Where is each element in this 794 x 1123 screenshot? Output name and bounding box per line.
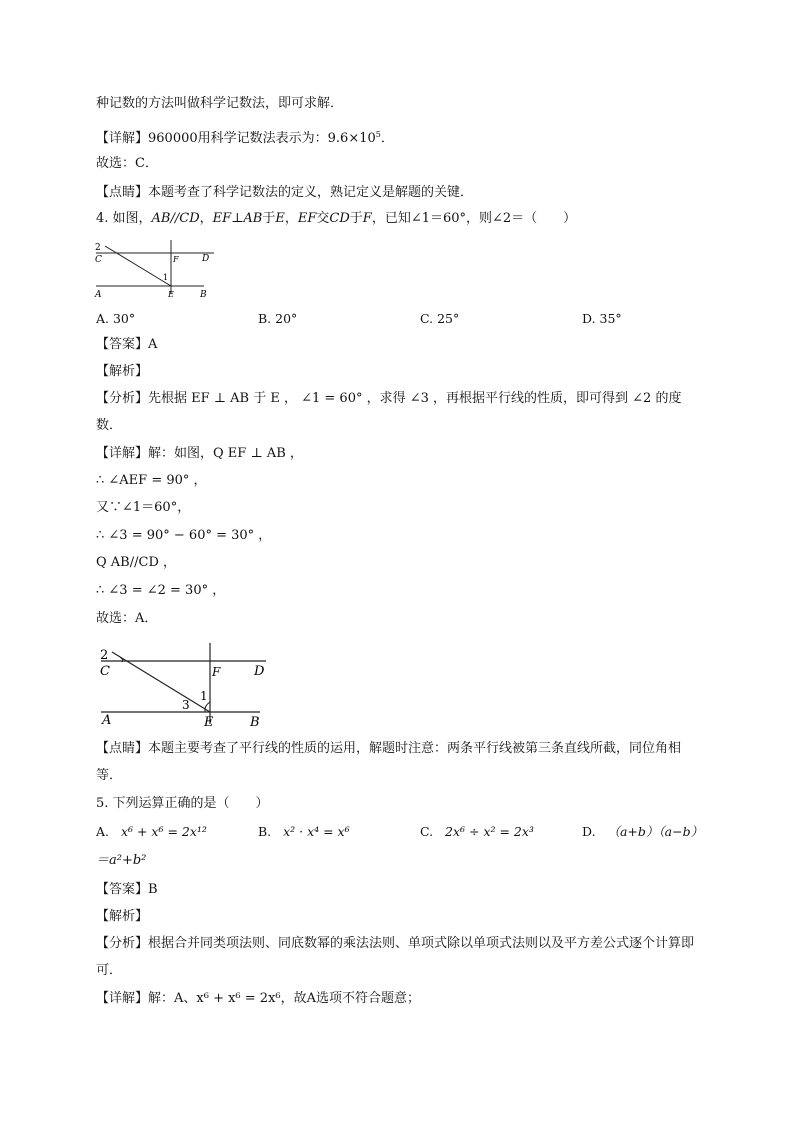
word: ，已知∠1＝60°，则∠2＝（ ） xyxy=(371,211,577,226)
dianjing-text: 本题考查了科学记数法的定义，熟记定义是解题的关键． xyxy=(148,185,474,200)
fig-label: 2 xyxy=(95,243,101,253)
detail-line: Q AB//CD ， xyxy=(96,555,176,570)
word: 交 xyxy=(316,211,330,226)
detail-tag: 【详解】 xyxy=(96,991,149,1006)
option-label: D. xyxy=(582,824,596,839)
fig-label: E xyxy=(168,290,174,299)
dianjing-line xyxy=(96,184,473,202)
math: AB//CD xyxy=(151,211,200,226)
fenxi-tag: 【分析】 xyxy=(96,391,149,406)
option-c: C. 25° xyxy=(420,311,460,326)
dianjing-paragraph xyxy=(96,735,706,789)
option-c xyxy=(420,823,534,841)
punct: ， xyxy=(199,211,213,226)
detail-tag: 【详解】 xyxy=(96,131,149,146)
detail-text: 解：如图，Q EF ⊥ AB ， xyxy=(148,446,303,461)
detail-line: 故选：A． xyxy=(96,611,158,626)
answer-value: B xyxy=(148,882,158,897)
fig-label: 1 xyxy=(163,273,169,282)
fig-label: D xyxy=(202,254,210,264)
option-expr: （a+b）（a−b） xyxy=(607,824,704,839)
dianjing-tag: 【点睛】 xyxy=(96,185,149,200)
q4-stem xyxy=(96,210,576,228)
math: EF xyxy=(297,211,317,226)
detail-text: 960000用科学记数法表示为： xyxy=(148,131,328,146)
option-expr: 2x⁶ ÷ x² = 2x³ xyxy=(445,824,534,839)
period: ． xyxy=(380,131,394,146)
detail-line xyxy=(96,990,420,1008)
q4-small-figure xyxy=(92,236,222,304)
option-d xyxy=(582,823,703,841)
q5-stem: 5. 下列运算正确的是（ ） xyxy=(96,796,269,811)
fenxi-paragraph xyxy=(96,385,706,439)
fig-label: 2 xyxy=(100,648,109,663)
analysis-tag: 【解析】 xyxy=(96,909,149,924)
detail-line: 又∵∠1＝60°， xyxy=(96,500,191,515)
analysis-tag: 【解析】 xyxy=(96,364,149,379)
fenxi-text: 先根据 EF ⊥ AB 于 E ， ∠1 = 60° ，求得 ∠3 ，再根据平行线的性质，即可得到 ∠2 的度数． xyxy=(96,391,682,433)
option-label: C. xyxy=(420,824,434,839)
fig-label: F xyxy=(212,665,221,679)
detail-line xyxy=(96,126,394,148)
punct: ， xyxy=(284,211,298,226)
fig-label: E xyxy=(204,715,214,730)
word: 于 xyxy=(349,211,363,226)
sci-number: 9.6×10 xyxy=(327,131,376,146)
math: CD xyxy=(329,211,350,226)
choice-line: 故选：C． xyxy=(96,156,158,171)
answer-line xyxy=(96,881,158,899)
option-label: B. xyxy=(258,824,272,839)
option-d: D. 35° xyxy=(582,311,622,326)
fenxi-paragraph xyxy=(96,930,706,984)
q4-large-figure xyxy=(94,640,284,732)
fig-label: A xyxy=(102,713,112,728)
fig-label: 3 xyxy=(182,698,190,712)
fig-label: C xyxy=(95,255,102,265)
word: 于 xyxy=(262,211,276,226)
detail-line: ∴ ∠3 = ∠2 = 30° ， xyxy=(96,583,226,598)
detail-line xyxy=(96,445,303,463)
detail-line: ∴ ∠3 = 90° − 60° = 30° ， xyxy=(96,528,272,543)
math: E xyxy=(275,211,285,226)
math: F xyxy=(362,211,372,226)
answer-tag: 【答案】 xyxy=(96,337,149,352)
option-label: A. xyxy=(96,824,110,839)
fig-label: C xyxy=(100,664,110,679)
fig-label: F xyxy=(173,255,179,264)
fenxi-text: 根据合并同类项法则、同底数幂的乘法法则、单项式除以单项式法则以及平方差公式逐个计算即可． xyxy=(96,936,695,978)
dianjing-tag: 【点睛】 xyxy=(96,741,149,756)
option-d-continued xyxy=(96,852,146,870)
detail-text: 解：A、x⁶ + x⁶ = 2x⁶，故A选项不符合题意； xyxy=(148,991,421,1006)
answer-tag: 【答案】 xyxy=(96,882,149,897)
text-line: 种记数的方法叫做科学记数法，即可求解． xyxy=(96,96,344,111)
q4-number: 4. 如图， xyxy=(96,211,152,226)
option-expr: x² · x⁴ = x⁶ xyxy=(283,824,350,839)
fig-label: A xyxy=(95,290,102,300)
fig-label: B xyxy=(250,715,260,730)
fig-label: B xyxy=(200,290,207,300)
option-a: A. 30° xyxy=(96,311,136,326)
option-expr: ＝a²+b² xyxy=(96,853,147,868)
option-a xyxy=(96,823,207,841)
fenxi-tag: 【分析】 xyxy=(96,936,149,951)
exponent: 5 xyxy=(375,130,381,139)
option-b: B. 20° xyxy=(258,311,298,326)
fig-label: D xyxy=(254,664,265,679)
detail-tag: 【详解】 xyxy=(96,446,149,461)
answer-line xyxy=(96,336,157,354)
dianjing-text: 本题主要考查了平行线的性质的运用，解题时注意：两条平行线被第三条直线所截，同位角相等． xyxy=(96,741,682,783)
option-expr: x⁶ + x⁶ = 2x¹² xyxy=(120,824,207,839)
detail-line: ∴ ∠AEF = 90° ， xyxy=(96,473,207,488)
fig-label: 1 xyxy=(200,689,208,703)
option-b xyxy=(258,823,350,841)
math: EF⊥AB xyxy=(212,211,263,226)
answer-value: A xyxy=(148,337,158,352)
